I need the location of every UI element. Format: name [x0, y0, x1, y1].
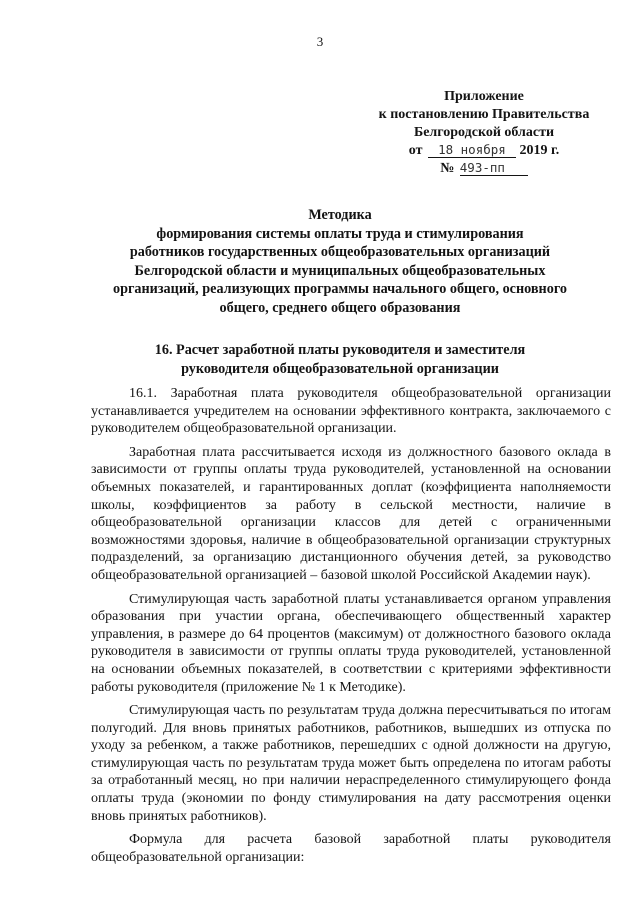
title-line: общего, среднего общего образования — [219, 299, 461, 316]
appendix-number-line — [360, 160, 608, 178]
title-line: Белгородской области и муниципальных общеобразовательных — [134, 262, 546, 279]
appendix-region: Белгородской области — [413, 125, 555, 140]
appendix-date-line — [360, 142, 608, 160]
title-line: работников государственных общеобразовательных организаций — [129, 244, 551, 261]
section-heading-line: руководителя общеобразовательной организации — [181, 360, 499, 377]
date-prefix: от — [408, 143, 423, 158]
page-number: 3 — [316, 34, 324, 49]
date-handwritten: 18 ноября — [428, 143, 516, 158]
title-line: формирования системы оплаты труда и стимулирования — [156, 225, 524, 242]
paragraph: Формула для расчета базовой заработной платы руководителя общеобразовательной организации: — [91, 832, 611, 865]
section-heading-line: 16. Расчет заработной платы руководителя и заместителя — [154, 342, 526, 358]
number-handwritten: 493-пп — [460, 161, 528, 176]
paragraph: Стимулирующая часть заработной платы устанавливается органом управления образования при участии органа, обеспечивающего общественный характер управления, в размере до 64 процентов (максимум) от должностного базового оклада руководителя в зависимости от группы оплаты труда руководителей, установленной на основании объемных показателей, в соответствии с критериями эффективности работы руководителя (приложение № 1 к Методике). — [91, 591, 611, 695]
paragraph: Стимулирующая часть по результатам труда должна пересчитываться по итогам полугодий. Для вновь принятых работников, работников, вышедших из отпуска по уходу за ребенком, а также работников, перешедших с одной должности на другую, стимулирующая часть по результатам труда может быть определена по итогам работы за отработанный месяц, но при наличии нераспределенного стимулирующего фонда оплаты труда (экономии по фонду стимулирования на дату рассмотрения оценки вновь принятых работников). — [91, 703, 611, 824]
appendix-title: Приложение — [444, 89, 524, 104]
paragraph: Заработная плата рассчитывается исходя из должностного базового оклада в зависимости от группы оплаты труда руководителей, установленной на основании объемных показателей, и гарантированных доплат (коэффициента наполняемости школы, коэффициентов за работу в сельской местности, наличие в общеобразовательной организации классов для детей с ограниченными возможностями здоровья, наличие в общеобразовательной организации структурных подразделений, за организацию дистанционного обучения детей, за руководство общеобразовательной организацией – базовой школой Российской Академии наук). — [91, 444, 611, 583]
section-heading — [80, 341, 600, 378]
appendix-block — [360, 88, 608, 178]
appendix-decree: к постановлению Правительства — [378, 107, 590, 122]
title-line: организаций, реализующих программы начального общего, основного — [112, 281, 568, 298]
number-prefix: № — [440, 161, 455, 176]
paragraph: 16.1. Заработная плата руководителя общеобразовательной организации устанавливается учредителем на основании эффективного контракта, заключаемого с руководителем общеобразовательной организации. — [91, 386, 611, 437]
document-body — [91, 385, 611, 872]
title-line: Методика — [308, 207, 372, 223]
document-title — [80, 206, 600, 318]
date-year: 2019 г. — [519, 143, 560, 158]
